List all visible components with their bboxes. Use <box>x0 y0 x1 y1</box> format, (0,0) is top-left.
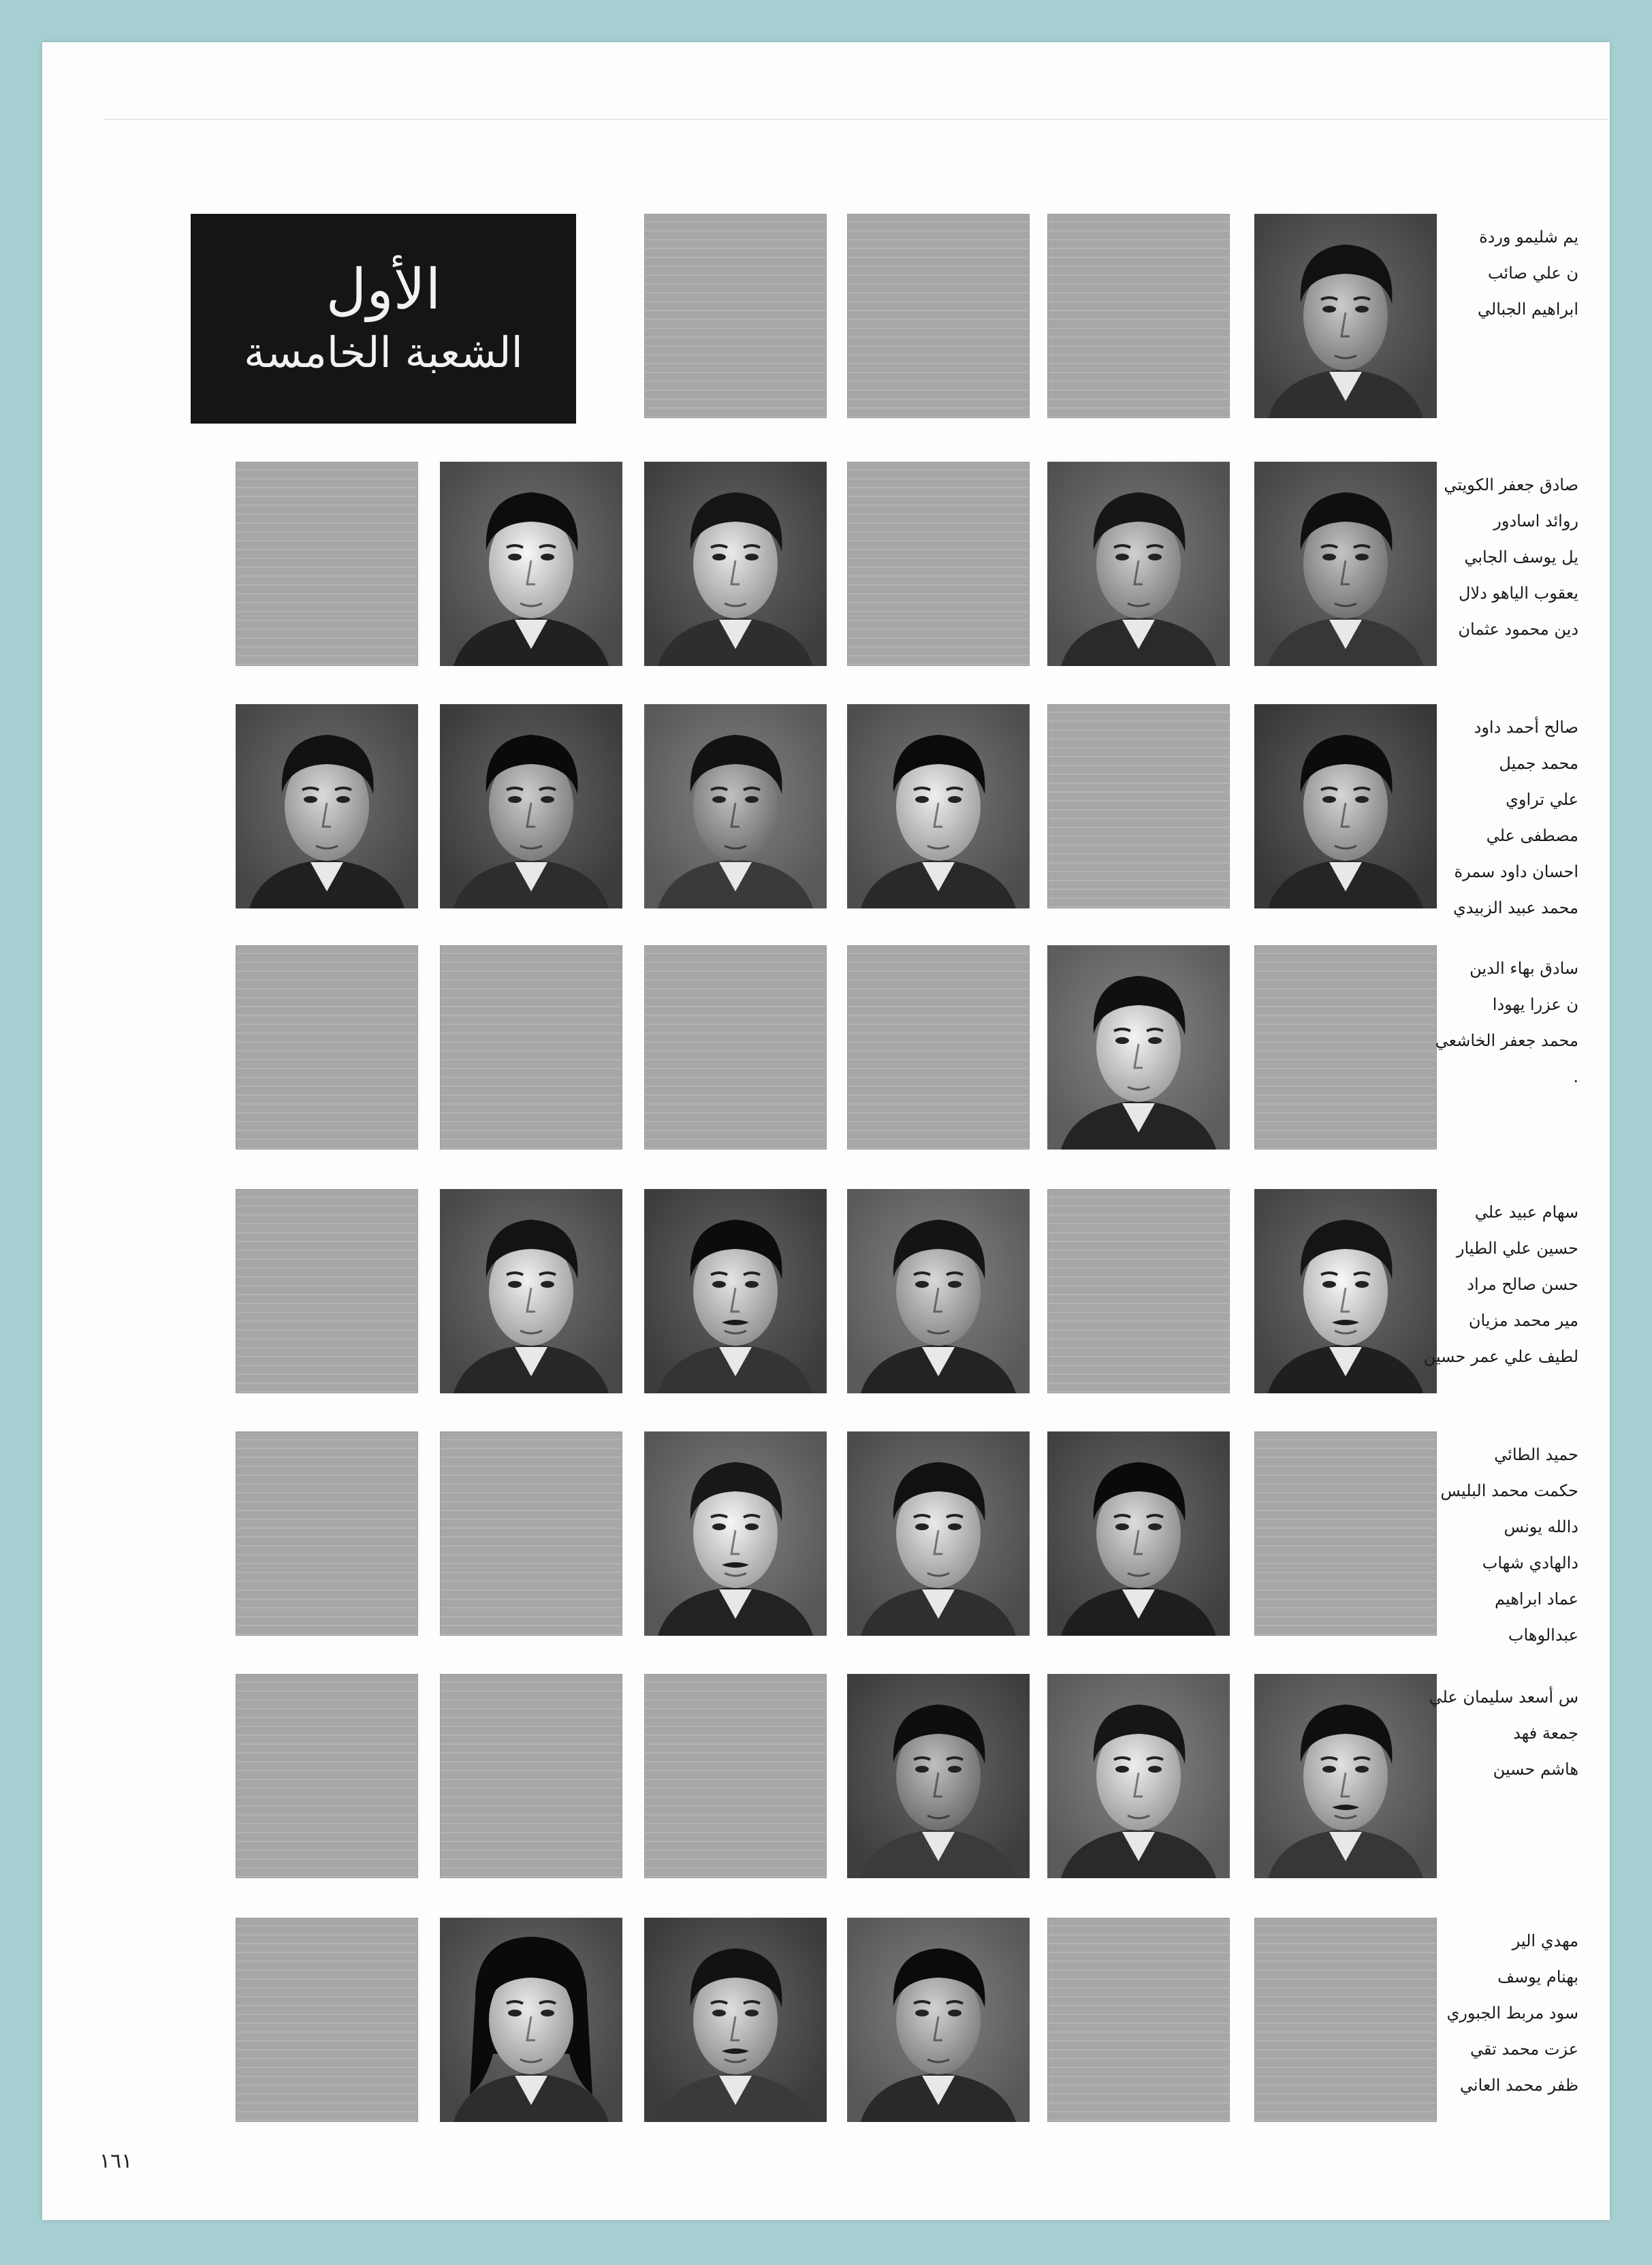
student-photo <box>440 1189 622 1393</box>
student-name: سود مربط الجبوري <box>1446 2003 1578 2023</box>
empty-photo-slot <box>236 1674 418 1878</box>
empty-photo-slot <box>440 945 622 1150</box>
empty-photo-slot <box>644 945 827 1150</box>
name-list <box>1408 1194 1578 1375</box>
student-name: دالهادي شهاب <box>1482 1553 1578 1572</box>
student-photo <box>440 1918 622 2122</box>
student-name: ظفر محمد العاني <box>1459 2076 1578 2095</box>
student-name: يم شليمو وردة <box>1479 227 1578 247</box>
student-name: محمد جميل <box>1499 754 1578 773</box>
student-name: صالح أحمد داود <box>1474 718 1578 737</box>
name-list <box>1408 1679 1578 1788</box>
student-name: سادق بهاء الدين <box>1470 959 1578 978</box>
student-photo <box>644 704 827 908</box>
student-photo <box>1047 945 1230 1150</box>
top-rule <box>104 118 1608 120</box>
student-photo <box>847 1189 1030 1393</box>
section-title-panel <box>191 214 576 424</box>
empty-photo-slot <box>236 1431 418 1636</box>
empty-photo-slot <box>644 214 827 418</box>
student-photo <box>1047 462 1230 666</box>
empty-photo-slot <box>236 1918 418 2122</box>
empty-photo-slot <box>440 1431 622 1636</box>
student-name: عماد ابراهيم <box>1495 1589 1578 1609</box>
empty-photo-slot <box>847 214 1030 418</box>
student-name: . <box>1573 1067 1578 1086</box>
section-subtitle: الشعبة الخامسة <box>244 327 523 377</box>
empty-photo-slot <box>1047 704 1230 908</box>
student-photo <box>440 462 622 666</box>
student-photo <box>644 462 827 666</box>
student-photo <box>847 1918 1030 2122</box>
student-name: عزت محمد تقي <box>1470 2040 1578 2059</box>
yearbook-page <box>42 42 1610 2220</box>
empty-photo-slot <box>644 1674 827 1878</box>
student-name: حسن صالح مراد <box>1467 1275 1578 1294</box>
student-photo <box>847 1674 1030 1878</box>
empty-photo-slot <box>847 945 1030 1150</box>
name-list <box>1408 467 1578 648</box>
student-name: هاشم حسين <box>1493 1760 1578 1779</box>
student-name: مير محمد مزيان <box>1468 1311 1578 1330</box>
student-photo <box>236 704 418 908</box>
student-name: جمعة فهد <box>1513 1724 1578 1743</box>
student-photo <box>440 704 622 908</box>
student-name: ن عزرا يهودا <box>1492 995 1578 1014</box>
empty-photo-slot <box>236 462 418 666</box>
student-name: دالله يونس <box>1504 1517 1578 1536</box>
student-name: صادق جعفر الكويتي <box>1444 475 1578 494</box>
empty-photo-slot <box>1047 1918 1230 2122</box>
student-photo <box>644 1431 827 1636</box>
student-name: سهام عبيد علي <box>1474 1203 1578 1222</box>
student-photo <box>1047 1431 1230 1636</box>
student-name: يعقوب الياهو دلال <box>1458 584 1578 603</box>
student-name: احسان داود سمرة <box>1454 862 1578 881</box>
student-name: س أسعد سليمان علي <box>1429 1688 1578 1707</box>
student-name: حميد الطائي <box>1494 1445 1578 1464</box>
student-name: يل يوسف الجابي <box>1464 548 1578 567</box>
name-list <box>1408 951 1578 1095</box>
name-list <box>1408 1923 1578 2104</box>
student-photo <box>847 1431 1030 1636</box>
page-number: ١٦١ <box>99 2149 133 2173</box>
name-list <box>1408 710 1578 926</box>
empty-photo-slot <box>236 945 418 1150</box>
section-title: الأول <box>325 257 441 322</box>
empty-photo-slot <box>847 462 1030 666</box>
student-name: ابراهيم الجبالي <box>1477 300 1578 319</box>
student-photo <box>847 704 1030 908</box>
student-name: محمد جعفر الخاشعي <box>1435 1031 1578 1050</box>
student-name: بهنام يوسف <box>1497 1967 1578 1986</box>
student-name: دين محمود عثمان <box>1458 620 1578 639</box>
student-name: حسين علي الطيار <box>1456 1239 1578 1258</box>
student-name: ن علي صائب <box>1487 264 1578 283</box>
student-photo <box>644 1189 827 1393</box>
student-photo <box>644 1918 827 2122</box>
empty-photo-slot <box>1047 214 1230 418</box>
student-name: لطيف علي عمر حسين <box>1423 1347 1578 1366</box>
student-name: مصطفى علي <box>1486 826 1578 845</box>
empty-photo-slot <box>440 1674 622 1878</box>
student-name: عبدالوهاب <box>1508 1626 1578 1645</box>
name-list <box>1408 219 1578 328</box>
empty-photo-slot <box>236 1189 418 1393</box>
student-photo <box>1047 1674 1230 1878</box>
student-name: محمد عبيد الزبيدي <box>1452 898 1578 917</box>
student-name: مهدي الير <box>1512 1931 1578 1950</box>
student-name: علي تراوي <box>1506 790 1578 809</box>
empty-photo-slot <box>1047 1189 1230 1393</box>
student-name: روائد اسادور <box>1493 511 1578 530</box>
student-name: حكمت محمد البليس <box>1440 1481 1578 1500</box>
name-list <box>1408 1437 1578 1653</box>
